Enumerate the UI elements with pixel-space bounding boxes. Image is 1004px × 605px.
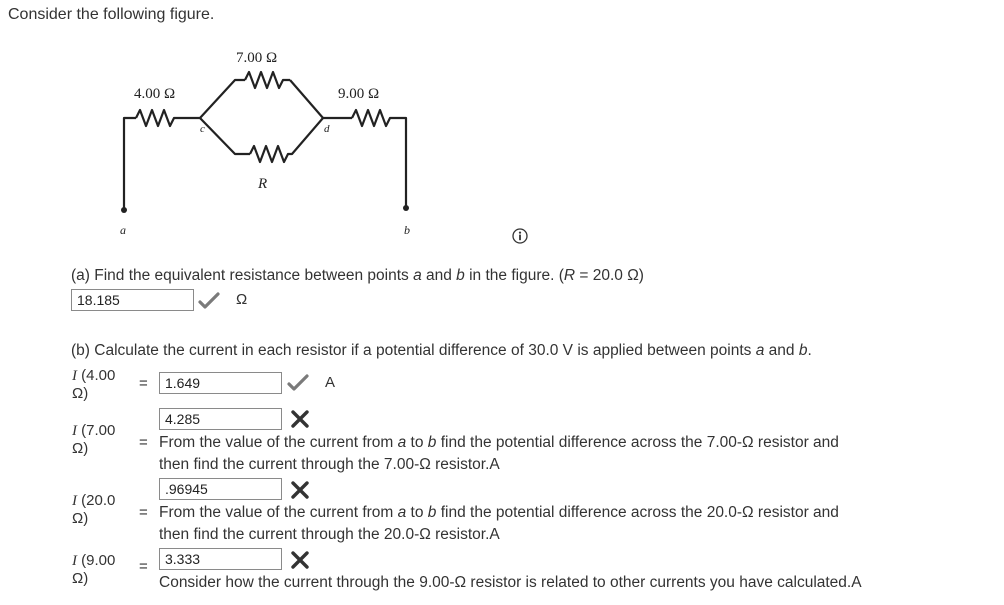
part-a-question: (a) Find the equivalent resistance between points a and b in the figure. (R = 20.0 Ω) — [71, 267, 644, 284]
part-b-question: (b) Calculate the current in each resistor if a potential difference of 30.0 V is applied between points a and b. — [71, 342, 812, 359]
x-mark-icon — [289, 410, 311, 428]
unit-ohm-a: Ω — [236, 291, 248, 308]
x-mark-icon — [289, 551, 311, 569]
feedback-hint-9ohm: Consider how the current through the 9.00-Ω resistor is related to other currents you have calculated.A — [159, 574, 862, 591]
intro-text: Consider the following figure. — [8, 6, 215, 23]
label-4-ohm: 4.00 Ω — [134, 86, 176, 102]
node-a-dot — [121, 207, 127, 213]
info-icon[interactable] — [512, 228, 528, 244]
resistor-r-zigzag — [250, 118, 323, 162]
resistor-7-zigzag — [245, 72, 290, 88]
node-b-dot — [403, 205, 409, 211]
label-r: R — [258, 176, 268, 192]
checkmark-icon — [198, 292, 220, 310]
label-node-d: d — [324, 123, 330, 135]
answer-input-a[interactable]: 18.185 — [71, 289, 194, 311]
equals-sign: = — [139, 434, 148, 451]
label-i-20ohm: I (20.0 Ω) — [72, 492, 116, 527]
label-i-9ohm: I (9.00 Ω) — [72, 552, 116, 587]
answer-input-i-20ohm[interactable]: .96945 — [159, 478, 282, 500]
equals-sign: = — [139, 504, 148, 521]
resistor-4-zigzag — [136, 110, 200, 126]
label-9-ohm: 9.00 Ω — [338, 86, 380, 102]
equals-sign: = — [139, 375, 148, 392]
label-i-4ohm: I (4.00 Ω) — [72, 367, 116, 402]
label-node-c: c — [200, 123, 205, 135]
label-7-ohm: 7.00 Ω — [236, 50, 278, 66]
answer-input-i-4ohm[interactable]: 1.649 — [159, 372, 282, 394]
resistor-9-zigzag — [352, 110, 406, 208]
checkmark-icon — [287, 374, 309, 392]
label-i-7ohm: I (7.00 Ω) — [72, 422, 116, 457]
unit-amp: A — [325, 374, 336, 391]
x-mark-icon — [289, 481, 311, 499]
equals-sign: = — [139, 558, 148, 575]
label-node-b: b — [404, 223, 410, 237]
feedback-hint-20ohm: From the value of the current from a to b find the potential difference across the 20.0-Ω resistor and then find the current through the 20.0-Ω resistor.A — [159, 504, 839, 543]
answer-input-i-9ohm[interactable]: 3.333 — [159, 548, 282, 570]
label-node-a: a — [120, 223, 126, 237]
feedback-hint-7ohm: From the value of the current from a to b find the potential difference across the 7.00-Ω resistor and then find the current through the 7.00-Ω resistor.A — [159, 434, 839, 473]
circuit-figure — [110, 40, 430, 240]
answer-input-i-7ohm[interactable]: 4.285 — [159, 408, 282, 430]
